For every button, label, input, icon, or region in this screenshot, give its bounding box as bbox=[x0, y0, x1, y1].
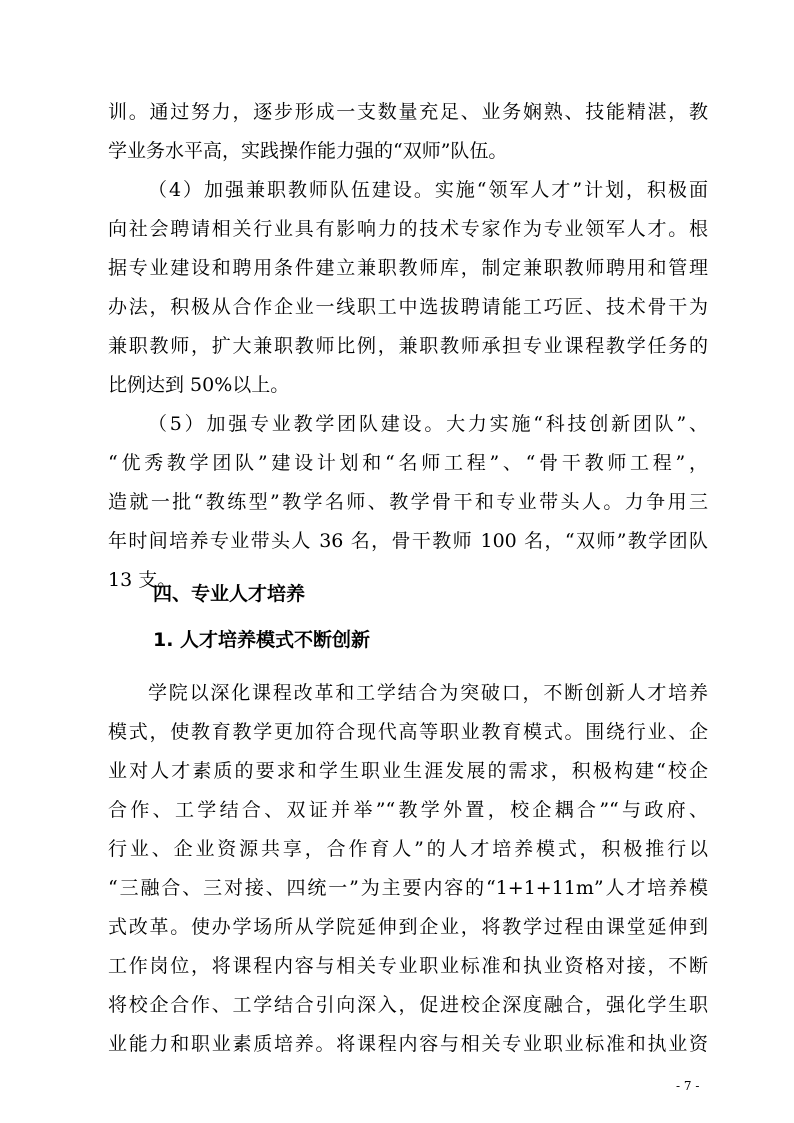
paragraph-line: 行业、企业资源共享，合作育人”的人才培养模式，积极推行以 bbox=[108, 838, 708, 860]
paragraph-line: 13 支。 bbox=[108, 569, 177, 591]
paragraph-line: 办法，积极从合作企业一线职工中选拔聘请能工巧匠、技术骨干为 bbox=[108, 296, 708, 318]
paragraph-line: 合作、工学结合、双证并举”“教学外置，校企耦合”“与政府、 bbox=[108, 799, 708, 821]
paragraph-line: “优秀教学团队”建设计划和“名师工程”、“骨干教师工程”， bbox=[108, 452, 708, 474]
paragraph-line: 学业务水平高，实践操作能力强的“双师”队伍。 bbox=[108, 140, 508, 162]
paragraph-line: 学院以深化课程改革和工学结合为突破口，不断创新人才培养 bbox=[148, 682, 708, 704]
paragraph-line: 向社会聘请相关行业具有影响力的技术专家作为专业领军人才。根 bbox=[108, 218, 708, 240]
paragraph-line: 年时间培养专业带头人 36 名，骨干教师 100 名，“双师”教学团队 bbox=[108, 530, 708, 552]
paragraph-line: 业能力和职业素质培养。将课程内容与相关专业职业标准和执业资 bbox=[108, 1033, 708, 1055]
paragraph-line: 据专业建设和聘用条件建立兼职教师库，制定兼职教师聘用和管理 bbox=[108, 257, 708, 279]
section-heading: 四、专业人才培养 bbox=[153, 583, 306, 605]
paragraph-line: 业对人才素质的要求和学生职业生涯发展的需求，积极构建“校企 bbox=[108, 760, 708, 782]
paragraph-line: （4）加强兼职教师队伍建设。实施“领军人才”计划，积极面 bbox=[148, 179, 708, 201]
paragraph-line: （5）加强专业教学团队建设。大力实施“科技创新团队”、 bbox=[148, 413, 708, 435]
paragraph-line: 训。通过努力，逐步形成一支数量充足、业务娴熟、技能精湛，教 bbox=[108, 101, 708, 123]
subsection-heading: 1. 人才培养模式不断创新 bbox=[153, 629, 371, 651]
paragraph-line: “三融合、三对接、四统一”为主要内容的“1+1+11m”人才培养模 bbox=[108, 877, 708, 899]
paragraph-line: 工作岗位，将课程内容与相关专业职业标准和执业资格对接，不断 bbox=[108, 955, 708, 977]
paragraph-line: 模式，使教育教学更加符合现代高等职业教育模式。围绕行业、企 bbox=[108, 721, 708, 743]
paragraph-line: 将校企合作、工学结合引向深入，促进校企深度融合，强化学生职 bbox=[108, 994, 708, 1016]
paragraph-line: 式改革。使办学场所从学院延伸到企业，将教学过程由课堂延伸到 bbox=[108, 916, 708, 938]
paragraph-line: 造就一批“教练型”教学名师、教学骨干和专业带头人。力争用三 bbox=[108, 491, 708, 513]
page-number: - 7 - bbox=[676, 1079, 700, 1093]
paragraph-line: 兼职教师，扩大兼职教师比例，兼职教师承担专业课程教学任务的 bbox=[108, 335, 708, 357]
paragraph-line: 比例达到 50%以上。 bbox=[108, 374, 290, 396]
